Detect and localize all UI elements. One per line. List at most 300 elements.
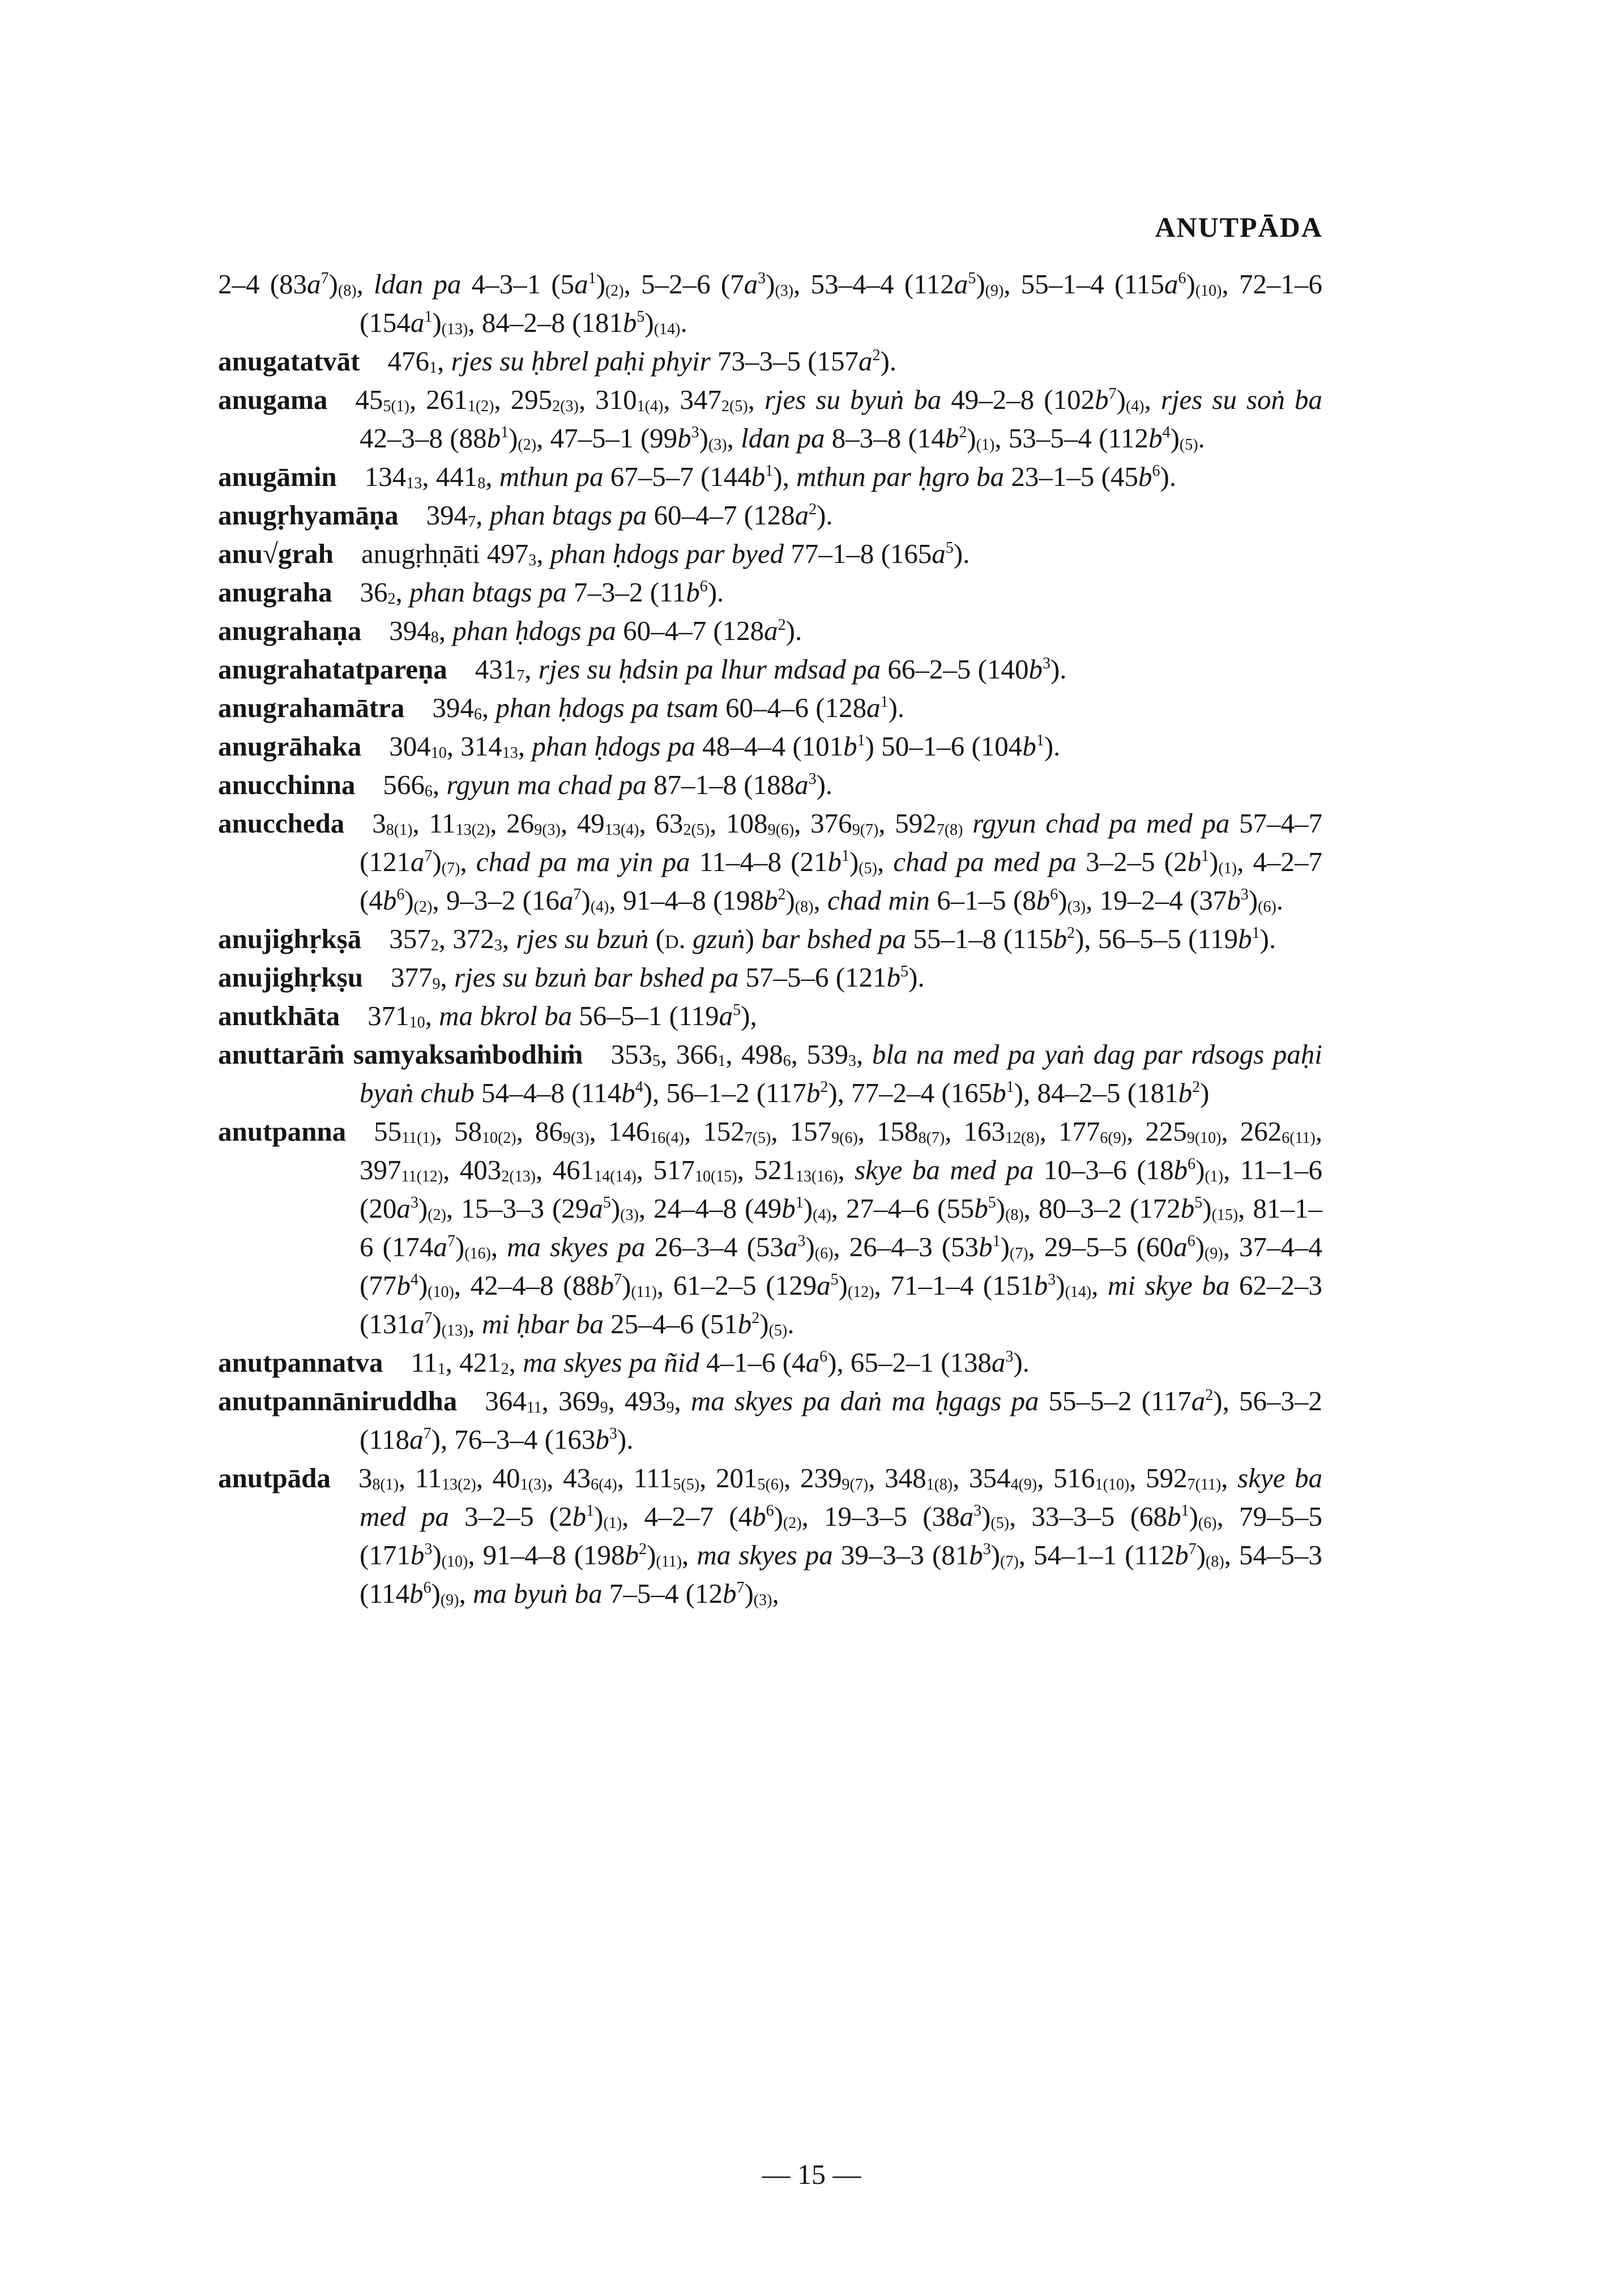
- entry-text: ), 56–5–5 (119: [1075, 923, 1238, 954]
- entry-text: , 81–1–6 (174: [360, 1193, 1322, 1262]
- entry-text: 357: [389, 923, 431, 954]
- entry-text: , 516: [1037, 1462, 1095, 1493]
- entry-text: 3: [691, 424, 699, 441]
- entry-text: (5): [1179, 436, 1198, 454]
- entry-text: , 163: [945, 1116, 1005, 1147]
- entry-text: , 369: [541, 1385, 600, 1416]
- entry-text: , 37–4–4 (77: [360, 1231, 1322, 1301]
- entry-text: 3: [528, 552, 537, 569]
- entry-text: ): [581, 885, 591, 916]
- entry-text: (2): [518, 436, 537, 454]
- entry-text: ): [432, 307, 442, 338]
- entry-text: 9(6): [767, 821, 795, 839]
- entry-text: 10: [430, 744, 447, 762]
- entry-text: 9: [432, 975, 441, 993]
- entry-text: b: [1028, 654, 1043, 685]
- entry-headword: anujighṛkṣā: [218, 923, 362, 954]
- entry-text: 8–3–8 (14: [825, 423, 945, 454]
- entry-text: 4: [1162, 424, 1171, 441]
- entry-text: (13): [441, 1322, 468, 1339]
- entry-text: chad min: [827, 885, 930, 916]
- entry-text: 1: [857, 732, 865, 749]
- entry-text: , 366: [660, 1039, 718, 1070]
- dictionary-entry: [218, 612, 1322, 650]
- entry-text: ).: [816, 769, 833, 800]
- entry-text: 13(4): [604, 821, 639, 839]
- entry-text: 23–1–5 (45: [1004, 461, 1138, 492]
- entry-text: ): [838, 1270, 848, 1301]
- dictionary-entry: [218, 342, 1322, 381]
- entry-headword: anutkhāta: [218, 1000, 340, 1031]
- entry-text: (12): [847, 1283, 874, 1301]
- entry-text: ,: [485, 461, 499, 492]
- entry-text: b: [752, 1501, 766, 1532]
- entry-text: (8): [795, 898, 814, 916]
- entry-text: ldan pa: [741, 423, 825, 454]
- entry-text: anugṛhṇāti 497: [361, 538, 529, 569]
- entry-text: 4–3–1 (5: [461, 268, 575, 300]
- entry-text: , 310: [578, 384, 637, 415]
- entry-text: b: [1138, 461, 1152, 492]
- entry-text: (13): [441, 321, 468, 338]
- entry-text: 49–2–8 (102: [941, 384, 1095, 415]
- entry-text: , 157: [771, 1116, 832, 1147]
- entry-text: 56–5–1 (119: [572, 1000, 719, 1031]
- entry-text: 7: [613, 1271, 622, 1288]
- entry-text: 66–2–5 (140: [881, 654, 1029, 685]
- entry-text: 57–4–7 (121: [360, 808, 1323, 877]
- entry-text: ): [1195, 1231, 1205, 1262]
- entry-text: 364: [485, 1385, 527, 1416]
- dictionary-entry: [218, 1035, 1322, 1112]
- entry-text: (2): [428, 1206, 446, 1224]
- entry-text: 3: [797, 1232, 806, 1250]
- entry-text: ,: [490, 1231, 507, 1262]
- entry-text: , 295: [494, 384, 553, 415]
- entry-text: ): [1186, 268, 1195, 300]
- entry-text: ,: [440, 962, 455, 993]
- entry-text: phan ḥdogs pa: [532, 731, 695, 762]
- entry-headword: anutpanna: [218, 1116, 347, 1147]
- entry-text: 1: [717, 1052, 726, 1070]
- entry-headword: anu√grah: [218, 538, 334, 569]
- entry-text: 7: [468, 513, 476, 531]
- entry-text: b: [621, 1077, 635, 1108]
- entry-text: , 493: [608, 1385, 667, 1416]
- entry-text: (3): [753, 1591, 772, 1609]
- entry-text: 6: [1188, 1155, 1196, 1173]
- entry-text: b: [409, 1578, 424, 1609]
- entry-text: (5): [990, 1514, 1010, 1532]
- entry-text: ,: [1091, 1270, 1108, 1301]
- dictionary-entry: [218, 766, 1322, 804]
- entry-text: a: [744, 268, 758, 300]
- entry-text: ma byuṅ ba: [472, 1578, 603, 1609]
- entry-text: , 26: [490, 808, 535, 839]
- entry-text: 7: [736, 1579, 745, 1597]
- entry-text: b: [737, 1308, 752, 1339]
- entry-text: (1): [603, 1514, 622, 1532]
- entry-text: [963, 808, 972, 839]
- entry-text: a: [932, 538, 946, 569]
- entry-text: 73–3–5 (157: [710, 345, 859, 377]
- entry-text: 304: [389, 731, 431, 762]
- entry-text: 8: [477, 475, 486, 492]
- entry-text: 2: [1192, 1078, 1201, 1096]
- entry-text: (3): [1067, 898, 1086, 916]
- dictionary-entry: [218, 1343, 1322, 1382]
- entry-text: 353: [610, 1039, 652, 1070]
- entry-text: , 55–1–4 (115: [1003, 268, 1165, 300]
- entry-text: , 201: [699, 1462, 758, 1493]
- entry-text: , 262: [1221, 1116, 1282, 1147]
- entry-text: (10): [428, 1283, 454, 1301]
- entry-headword: anucchinna: [218, 769, 356, 800]
- entry-text: , 11: [398, 1462, 442, 1493]
- entry-headword: anugrahamātra: [218, 692, 405, 723]
- dictionary-entry: [218, 727, 1322, 766]
- entry-text: b: [410, 1539, 425, 1571]
- entry-text: 5(1): [383, 398, 409, 415]
- entry-text: , 91–4–8 (198: [468, 1539, 625, 1571]
- entry-text: ,: [772, 1578, 779, 1609]
- entry-headword: anuccheda: [218, 808, 345, 839]
- entry-text: 5: [603, 1194, 611, 1211]
- entry-text: ): [610, 1193, 621, 1224]
- entry-text: 7: [516, 667, 525, 685]
- entry-text: ).: [953, 538, 970, 569]
- entry-text: rgyun ma chad pa: [446, 769, 647, 800]
- entry-text: a: [795, 769, 809, 800]
- entry-text: 4–1–6 (4: [699, 1347, 806, 1378]
- entry-list: [218, 265, 1322, 1613]
- dictionary-entry: [218, 573, 1322, 612]
- entry-text: 10: [409, 1014, 425, 1031]
- entry-text: , 79–5–5 (171: [360, 1501, 1323, 1571]
- entry-text: 2: [751, 1309, 760, 1327]
- entry-text: ), 77–2–4 (165: [828, 1077, 993, 1108]
- entry-text: (4): [813, 1206, 831, 1224]
- entry-text: , 177: [1039, 1116, 1100, 1147]
- entry-text: a: [866, 692, 881, 723]
- entry-text: ,: [1144, 384, 1161, 415]
- entry-text: , 347: [663, 384, 722, 415]
- entry-text: ): [774, 1501, 783, 1532]
- entry-text: ): [328, 268, 338, 300]
- entry-text: rjes su ḥdsin pa lhur mdsad pa: [538, 654, 881, 685]
- entry-text: , 461: [535, 1154, 595, 1185]
- entry-text: 6: [1178, 270, 1186, 287]
- entry-text: b: [1238, 923, 1252, 954]
- entry-text: 5: [830, 1271, 839, 1288]
- entry-text: ): [785, 885, 795, 916]
- entry-text: 77–1–8 (165: [784, 538, 932, 569]
- dictionary-entry: [218, 689, 1322, 727]
- dictionary-entry: [218, 496, 1322, 535]
- entry-text: ).: [888, 692, 905, 723]
- entry-text: a: [410, 307, 425, 338]
- entry-text: (8): [338, 282, 357, 300]
- entry-text: ): [404, 885, 414, 916]
- entry-text: 2: [430, 937, 439, 954]
- entry-text: ,: [437, 345, 451, 377]
- entry-text: phan btags pa: [409, 577, 567, 608]
- entry-text: .: [1276, 885, 1284, 916]
- entry-text: 3: [609, 1425, 617, 1443]
- entry-text: 1: [1036, 732, 1044, 749]
- entry-text: 2: [778, 616, 786, 634]
- entry-text: 3: [424, 1540, 433, 1558]
- entry-text: ,: [509, 1347, 523, 1378]
- entry-text: 13(2): [455, 821, 490, 839]
- entry-text: 2: [639, 1540, 647, 1558]
- entry-text: (1): [976, 436, 995, 454]
- entry-text: ).: [880, 345, 897, 377]
- dictionary-entry: [218, 804, 1322, 920]
- entry-text: , 4–2–7 (4: [622, 1501, 753, 1532]
- entry-text: 6: [1187, 1232, 1195, 1250]
- entry-text: ).: [617, 1424, 634, 1455]
- entry-text: 60–4–7 (128: [616, 615, 764, 646]
- entry-text: b: [886, 962, 901, 993]
- entry-text: , 71–1–4 (151: [874, 1270, 1034, 1301]
- entry-text: , 86: [516, 1116, 563, 1147]
- entry-text: b: [622, 307, 637, 338]
- entry-text: 13(16): [795, 1168, 838, 1185]
- entry-text: ), 65–2–1 (138: [827, 1347, 992, 1378]
- entry-text: 3: [758, 270, 766, 287]
- entry-text: rgyun chad pa med pa: [972, 808, 1230, 839]
- entry-text: a: [1173, 1231, 1188, 1262]
- entry-text: , 592: [878, 808, 937, 839]
- entry-text: (14): [1065, 1283, 1092, 1301]
- entry-text: 2: [820, 1078, 828, 1096]
- entry-text: 10–3–6 (18: [1033, 1154, 1174, 1185]
- entry-text: ): [594, 1501, 604, 1532]
- entry-text: a: [817, 1270, 831, 1301]
- entry-text: (5): [859, 860, 877, 877]
- entry-text: mthun par ḥgro ba: [796, 461, 1005, 492]
- entry-text: (3): [708, 436, 727, 454]
- entry-text: a: [433, 1231, 447, 1262]
- entry-text: ): [803, 1193, 813, 1224]
- dictionary-entry: [218, 997, 1322, 1035]
- entry-text: 5: [637, 308, 645, 326]
- dictionary-entry: [218, 920, 1322, 958]
- entry-text: 476: [387, 345, 429, 377]
- entry-text: 6: [424, 783, 433, 800]
- entry-text: 7: [321, 270, 329, 287]
- entry-text: ): [432, 1308, 442, 1339]
- entry-text: 3: [494, 937, 502, 954]
- entry-text: (7): [1000, 1553, 1019, 1571]
- entry-text: (1): [1205, 1168, 1224, 1185]
- entry-text: 25–4–6 (51: [603, 1308, 738, 1339]
- entry-text: , 26–4–3 (53: [833, 1231, 979, 1262]
- entry-text: 5: [945, 539, 954, 557]
- entry-text: 6: [699, 578, 708, 595]
- entry-text: 1: [588, 270, 596, 287]
- entry-text: b: [1173, 1154, 1188, 1185]
- entry-text: ).: [1050, 654, 1067, 685]
- entry-text: ): [1202, 1193, 1212, 1224]
- entry-text: b: [572, 1501, 587, 1532]
- entry-text: 6: [396, 886, 405, 903]
- entry-text: (11): [631, 1283, 657, 1301]
- entry-text: ): [431, 1578, 441, 1609]
- entry-text: , 53–4–4 (112: [793, 268, 954, 300]
- entry-text: chad pa med pa: [893, 846, 1077, 877]
- entry-text: a: [954, 268, 968, 300]
- entry-text: 11–4–8 (21: [690, 846, 828, 877]
- entry-text: ma skyes pa ñid: [523, 1347, 699, 1378]
- entry-headword: anutpāda: [218, 1462, 331, 1493]
- entry-text: bla na med pa yaṅ dag par rdsogs paḥi byaṅ chub: [360, 1039, 1322, 1108]
- entry-text: a: [409, 1424, 424, 1455]
- entry-text: (9): [1205, 1245, 1223, 1262]
- entry-text: b: [396, 1270, 411, 1301]
- entry-text: ma skyes pa daṅ ma ḥgags pa: [690, 1385, 1039, 1416]
- entry-text: ): [647, 1539, 656, 1571]
- entry-text: .: [787, 1308, 795, 1339]
- entry-text: 11(1): [402, 1129, 435, 1147]
- entry-text: b: [1036, 885, 1050, 916]
- entry-text: b: [1227, 885, 1241, 916]
- entry-text: ): [744, 1578, 754, 1609]
- entry-text: 6: [1152, 462, 1160, 480]
- entry-text: , 19–2–4 (37: [1086, 885, 1227, 916]
- entry-text: ): [1200, 1077, 1210, 1108]
- entry-text: 1: [1181, 1502, 1189, 1520]
- entry-text: ).: [785, 615, 802, 646]
- entry-text: 2: [1205, 1386, 1214, 1404]
- dictionary-entry: [218, 958, 1322, 997]
- entry-text: 5: [988, 1194, 996, 1211]
- entry-text: ,: [524, 654, 539, 685]
- entry-text: ,: [838, 1154, 855, 1185]
- entry-text: 11(12): [401, 1168, 443, 1185]
- entry-headword: anugatatvāt: [218, 345, 360, 377]
- entry-text: 1: [992, 1232, 1001, 1250]
- entry-text: 8(1): [386, 821, 413, 839]
- entry-text: ,: [813, 885, 827, 916]
- entry-text: , 80–3–2 (172: [1023, 1193, 1181, 1224]
- entry-text: b: [1167, 1501, 1181, 1532]
- entry-text: (: [648, 923, 665, 954]
- entry-text: (6): [814, 1245, 834, 1262]
- entry-text: 2(3): [552, 398, 579, 415]
- entry-text: ma bkrol ba: [439, 1000, 573, 1031]
- entry-text: 67–5–7 (144: [603, 461, 751, 492]
- entry-text: , 261: [409, 384, 468, 415]
- entry-text: , 239: [784, 1462, 842, 1493]
- entry-text: b: [751, 461, 766, 492]
- entry-text: a: [959, 1501, 974, 1532]
- entry-text: ,: [518, 731, 532, 762]
- entry-text: , 27–4–6 (55: [831, 1193, 975, 1224]
- entry-text: b: [781, 1193, 796, 1224]
- entry-text: a: [410, 846, 425, 877]
- entry-text: , 146: [589, 1116, 650, 1147]
- entry-text: 9(10): [1186, 1129, 1221, 1147]
- entry-text: (9): [985, 282, 1004, 300]
- entry-text: 6(9): [1100, 1129, 1127, 1147]
- entry-text: 4(9): [1010, 1476, 1037, 1493]
- entry-text: 7(5): [744, 1129, 771, 1147]
- entry-text: ,: [476, 500, 490, 531]
- entry-text: (6): [1198, 1514, 1217, 1532]
- entry-text: 1: [429, 359, 437, 377]
- entry-text: 1(3): [520, 1476, 547, 1493]
- entry-text: 3: [1005, 1348, 1014, 1365]
- entry-text: ma skyes pa: [697, 1539, 833, 1571]
- entry-text: , 372: [438, 923, 494, 954]
- entry-text: a: [559, 885, 574, 916]
- entry-text: 371: [368, 1000, 409, 1031]
- entry-text: b: [625, 1539, 639, 1571]
- entry-text: .: [1198, 423, 1205, 454]
- entry-text: , 158: [857, 1116, 919, 1147]
- entry-text: 9(7): [842, 1476, 869, 1493]
- dictionary-entry: [218, 535, 1322, 573]
- entry-text: rjes su bzuṅ: [516, 923, 649, 954]
- entry-text: 6–1–5 (8: [929, 885, 1036, 916]
- entry-text: ): [1056, 1270, 1065, 1301]
- entry-text: , 376: [794, 808, 852, 839]
- entry-text: 48–4–4 (101: [695, 731, 844, 762]
- entry-text: (10): [441, 1553, 468, 1571]
- entry-text: ,: [356, 268, 374, 300]
- entry-text: 54–4–8 (114: [474, 1077, 622, 1108]
- entry-text: , 4–2–7 (4: [360, 846, 1323, 916]
- entry-text: (9): [440, 1591, 459, 1609]
- entry-text: b: [382, 885, 397, 916]
- entry-text: b: [969, 1539, 983, 1571]
- entry-text: ma skyes pa: [507, 1231, 646, 1262]
- entry-text: 7: [447, 1232, 455, 1250]
- entry-text: , 42–4–8 (88: [454, 1270, 600, 1301]
- entry-text: ).: [908, 962, 925, 993]
- entry-text: 5: [1194, 1194, 1203, 1211]
- entry-text: 3–2–5 (2: [449, 1501, 573, 1532]
- running-head: ANUTPĀDA: [1155, 211, 1323, 243]
- dictionary-entry: [218, 650, 1322, 689]
- entry-text: , 24–4–8 (49: [638, 1193, 782, 1224]
- entry-text: 394: [426, 500, 468, 531]
- entry-text: , 40: [476, 1462, 520, 1493]
- entry-text: ): [455, 1231, 465, 1262]
- entry-text: ): [1058, 885, 1067, 916]
- entry-text: , 43: [546, 1462, 591, 1493]
- entry-text: b: [686, 577, 700, 608]
- entry-text: 45: [355, 384, 383, 415]
- entry-text: , 314: [446, 731, 502, 762]
- entry-text: ,: [460, 846, 476, 877]
- entry-text: 3–2–5 (2: [1076, 846, 1188, 877]
- entry-text: ).: [1259, 923, 1276, 954]
- entry-text: b: [843, 731, 857, 762]
- entry-text: 5: [968, 270, 976, 287]
- entry-text: 13: [502, 744, 518, 762]
- entry-text: b: [1148, 423, 1163, 454]
- entry-text: 6: [819, 1348, 828, 1365]
- entry-text: 1(8): [926, 1476, 953, 1493]
- entry-text: ldan pa: [374, 268, 462, 300]
- entry-text: 1(10): [1095, 1476, 1130, 1493]
- entry-text: 5(5): [673, 1476, 700, 1493]
- entry-text: , 61–2–5 (129: [656, 1270, 817, 1301]
- entry-text: .: [680, 307, 687, 338]
